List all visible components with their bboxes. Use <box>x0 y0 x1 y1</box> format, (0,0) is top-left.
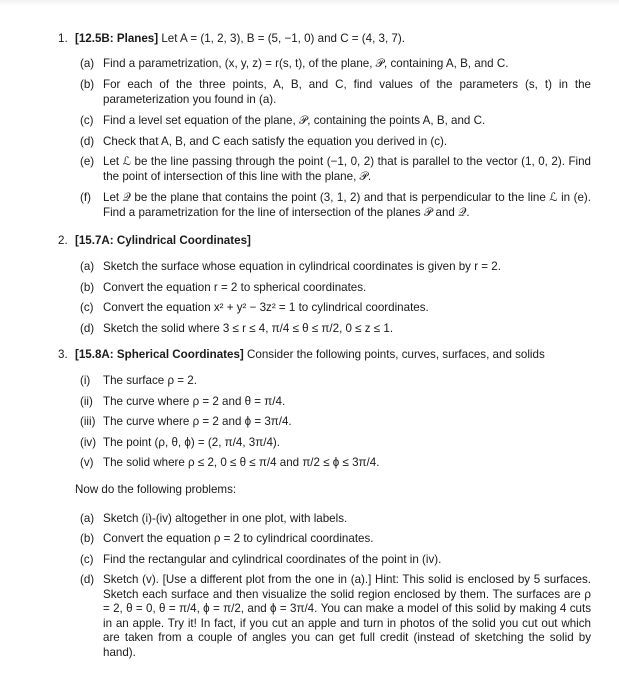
item-label: (ii) <box>80 395 93 408</box>
part-text: For each of the three points, A, B, and C, find values of the parameters (s, t) in the parameterization you found in (a). <box>103 78 591 106</box>
problem-heading <box>75 234 593 249</box>
problem-number: 1. <box>58 32 68 45</box>
problem-heading <box>75 32 593 47</box>
item-text: The surface ρ = 2. <box>103 374 197 387</box>
problem-intro: Let A = (1, 2, 3), B = (5, −1, 0) and C = (4, 3, 7). <box>161 32 405 45</box>
part-text: Let 𝒬 be the plane that contains the point (3, 1, 2) and that is perpendicular to the line ℒ in (e). Find a parametrization for the line of intersection of the planes 𝒫 and 𝒬. <box>103 191 591 219</box>
part-text: Convert the equation r = 2 to spherical coordinates. <box>103 281 367 294</box>
problem-intro: Consider the following points, curves, surfaces, and solids <box>247 348 545 361</box>
part-text: Find a level set equation of the plane, 𝒫, containing the points A, B, and C. <box>103 114 486 127</box>
item-text: The point (ρ, θ, ϕ) = (2, π/4, 3π/4). <box>103 436 280 449</box>
item-label: (i) <box>80 374 91 387</box>
part-label: (d) <box>80 573 95 586</box>
problem-number: 2. <box>58 234 68 247</box>
part-text: Check that A, B, and C each satisfy the equation you derived in (c). <box>103 135 448 148</box>
part-text: Sketch (v). [Use a different plot from the one in (a).] Hint: This solid is enclosed by 5 surfaces. Sketch each surface and then visualize the solid region enclosed by them. The surfaces are ρ = 2, θ = 0, θ = π/4, ϕ = π/2, and ϕ = 3π/4. You can make a model of this solid by making 4 cuts in an apple. Try it! In fact, if you cut an apple and turn in photos of the solid you cut out which are taken from a couple of angles you can get full credit (instead of sketching the solid by hand). <box>103 573 591 659</box>
part-label: (a) <box>80 260 95 273</box>
part-label: (b) <box>80 78 95 91</box>
item-label: (iii) <box>80 415 96 428</box>
problem-heading <box>75 348 593 363</box>
part-label: (b) <box>80 281 95 294</box>
problem-title: [12.5B: Planes] <box>75 32 159 45</box>
part-label: (a) <box>80 512 95 525</box>
item-text: The curve where ρ = 2 and θ = π/4. <box>103 395 286 408</box>
problem-title: [15.7A: Cylindrical Coordinates] <box>75 234 251 247</box>
part-text: Convert the equation x² + y² − 3z² = 1 to cylindrical coordinates. <box>103 301 429 314</box>
part-label: (d) <box>80 322 95 335</box>
part-label: (c) <box>80 301 94 314</box>
problem-title: [15.8A: Spherical Coordinates] <box>75 348 244 361</box>
part-text: Find the rectangular and cylindrical coordinates of the point in (iv). <box>103 553 442 566</box>
part-label: (e) <box>80 155 95 168</box>
top-edge <box>0 0 619 6</box>
item-text: The curve where ρ = 2 and ϕ = 3π/4. <box>103 415 292 428</box>
item-label: (v) <box>80 456 94 469</box>
item-label: (iv) <box>80 436 97 449</box>
part-label: (d) <box>80 135 95 148</box>
part-text: Let ℒ be the line passing through the point (−1, 0, 2) that is parallel to the vector (1, 0, 2). Find the point of intersection of this line with the plane, 𝒫. <box>103 155 591 183</box>
part-label: (a) <box>80 57 95 70</box>
item-text: The solid where ρ ≤ 2, 0 ≤ θ ≤ π/4 and π/2 ≤ ϕ ≤ 3π/4. <box>103 456 380 469</box>
part-text: Sketch the surface whose equation in cylindrical coordinates is given by r = 2. <box>103 260 501 273</box>
part-text: Convert the equation ρ = 2 to cylindrical coordinates. <box>103 532 374 545</box>
part-label: (b) <box>80 532 95 545</box>
part-text: Sketch (i)-(iv) altogether in one plot, with labels. <box>103 512 348 525</box>
followup-text: Now do the following problems: <box>75 483 237 496</box>
part-text: Find a parametrization, (x, y, z) = r(s, t), of the plane, 𝒫, containing A, B, and C. <box>103 57 509 70</box>
part-label: (c) <box>80 114 94 127</box>
part-text: Sketch the solid where 3 ≤ r ≤ 4, π/4 ≤ θ ≤ π/2, 0 ≤ z ≤ 1. <box>103 322 394 335</box>
problem-number: 3. <box>58 348 68 361</box>
part-label: (f) <box>80 191 91 204</box>
part-label: (c) <box>80 553 94 566</box>
